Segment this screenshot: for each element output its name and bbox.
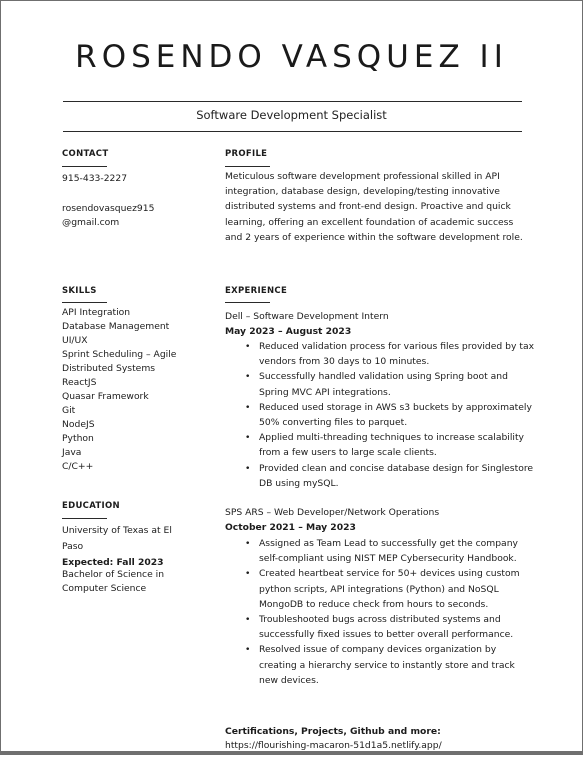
education-heading: EDUCATION xyxy=(62,501,120,511)
job-role: SPS ARS – Web Developer/Network Operations xyxy=(225,507,440,518)
job-dates: October 2021 – May 2023 xyxy=(225,522,356,533)
education-underline xyxy=(62,518,107,519)
footer-label: Certifications, Projects, Github and more: xyxy=(225,726,441,737)
job-bullet: • Applied multi-threading techniques to increase scalability from a few users to large scale clients. xyxy=(245,430,535,460)
job-role: Dell – Software Development Intern xyxy=(225,311,389,322)
job-bullet: • Reduced validation process for various files provided by tax vendors from 30 days to 10 minutes. xyxy=(245,339,535,369)
title-top-rule xyxy=(63,101,522,102)
job-bullet: • Provided clean and concise database design for Singlestore DB using mySQL. xyxy=(245,461,535,491)
education-degree-line2: Computer Science xyxy=(62,583,147,594)
skill-item: C/C++ xyxy=(62,461,94,472)
job-bullet: • Resolved issue of company devices organization by creating a hierarchy service to instantly store and track new devices. xyxy=(245,642,535,688)
job-bullet: • Troubleshooted bugs across distributed systems and successfully fixed issues to better overall performance. xyxy=(245,612,535,642)
experience-underline xyxy=(225,302,270,303)
profile-underline xyxy=(225,166,270,167)
skill-item: API Integration xyxy=(62,307,131,318)
skill-item: ReactJS xyxy=(62,377,97,388)
skill-item: Sprint Scheduling – Agile xyxy=(62,349,177,360)
job-bullet: • Created heartbeat service for 50+ devices using custom python scripts, API integrations (Python) and NoSQL MongoDB to reduce check from hours to seconds. xyxy=(245,566,535,612)
skill-item: Quasar Framework xyxy=(62,391,149,402)
skill-item: Java xyxy=(62,447,82,458)
job-bullets xyxy=(245,536,535,688)
skill-item: NodeJS xyxy=(62,419,95,430)
contact-email-line2[interactable]: @gmail.com xyxy=(62,217,120,228)
skills-underline xyxy=(62,302,107,303)
title-bottom-rule xyxy=(63,131,522,132)
education-expected: Expected: Fall 2023 xyxy=(62,557,164,568)
skills-heading: SKILLS xyxy=(62,286,97,296)
candidate-name: ROSENDO VASQUEZ II xyxy=(75,39,508,75)
contact-phone: 915-433-2227 xyxy=(62,173,128,184)
contact-underline xyxy=(62,166,107,167)
skill-item: Python xyxy=(62,433,94,444)
skill-item: UI/UX xyxy=(62,335,88,346)
contact-email-line1[interactable]: rosendovasquez915 xyxy=(62,203,155,214)
job-bullet: • Successfully handled validation using Spring boot and Spring MVC API integrations. xyxy=(245,369,535,399)
job-bullet: • Reduced used storage in AWS s3 buckets by approximately 50% converting files to parquet. xyxy=(245,400,535,430)
skills-list xyxy=(62,306,212,474)
job-dates: May 2023 – August 2023 xyxy=(225,326,352,337)
bottom-border xyxy=(1,751,582,754)
skill-item: Distributed Systems xyxy=(62,363,156,374)
profile-heading: PROFILE xyxy=(225,149,268,159)
contact-heading: CONTACT xyxy=(62,149,109,159)
job-bullet: • Assigned as Team Lead to successfully get the company self-compliant using NIST MEP Cybersecurity Handbook. xyxy=(245,536,535,566)
education-school-line2: Paso xyxy=(62,541,84,552)
job-title: Software Development Specialist xyxy=(196,108,387,122)
job-bullets xyxy=(245,339,535,491)
portfolio-link[interactable]: https://flourishing-macaron-51d1a5.netlify.app/ xyxy=(225,740,442,751)
education-degree-line1: Bachelor of Science in xyxy=(62,569,165,580)
skill-item: Git xyxy=(62,405,76,416)
skill-item: Database Management xyxy=(62,321,170,332)
education-school-line1: University of Texas at El xyxy=(62,525,172,536)
experience-heading: EXPERIENCE xyxy=(225,286,288,296)
profile-text: Meticulous software development professional skilled in API integration, database design, developing/testing innovative distributed systems and front-end design. Proactive and quick learning, offering an excellent foundation of academic success and 2 years of experience within the software development role. xyxy=(225,171,523,243)
